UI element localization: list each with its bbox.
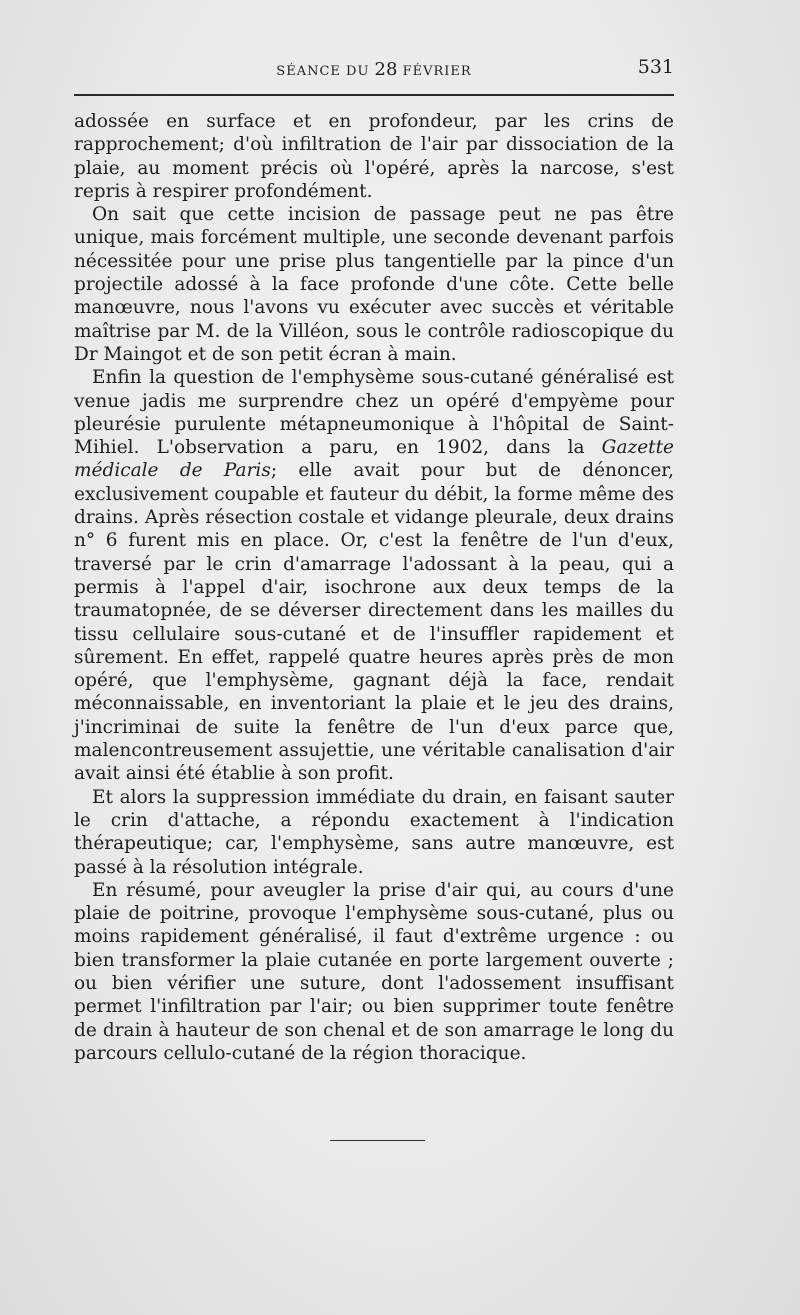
page-number: 531 (637, 56, 674, 78)
paragraph-3 (74, 366, 674, 785)
header-rule (74, 94, 674, 96)
running-title-date: 28 (374, 59, 398, 80)
paragraph-3-end: ; elle avait pour but de dénoncer, exclusivement coupable et fauteur du débit, la forme même des drains. Après résection costale et vidange pleurale, deux drains n° 6 furent mis en place. Or, c'est la fenêtre de l'un d'eux, traversé par le crin d'amarrage l'adossant à la peau, qui a permis à l'appel d'air, isochrone aux deux temps de la traumatopnée, de se déverser directement dans les mailles du tissu cellulaire sous-cutané et de l'insuffler rapidement et sûrement. En effet, rappelé quatre heures après près de mon opéré, que l'emphysème, gagnant déjà la face, rendait méconnaissable, en inventoriant la plaie et le jeu des drains, j'incriminai de suite la fenêtre de l'un d'eux parce que, malencontreusement assujettie, une véritable canalisation d'air avait ainsi été établie à son profit. (74, 460, 674, 785)
paragraph-5: En résumé, pour aveugler la prise d'air qui, au cours d'une plaie de poitrine, provoque l'emphysème sous-cutané, plus ou moins rapidement généralisé, il faut d'extrême urgence : ou bien transformer la plaie cutanée en porte largement ouverte ; ou bien vérifier une suture, dont l'adossement insuffisant permet l'infiltration par l'air; ou bien supprimer toute fenêtre de drain à hauteur de son chenal et de son amarrage le long du parcours cellulo-cutané de la région thoracique. (74, 879, 674, 1064)
paragraph-1: adossée en surface et en profondeur, par les crins de rapprochement; d'où infiltration de l'air par dissociation de la plaie, au moment précis où l'opéré, après la narcose, s'est repris à respirer profondément. (74, 111, 674, 202)
running-title-month: FÉVRIER (397, 64, 472, 79)
paragraph-3-start: Enfin la question de l'emphysème sous-cutané généralisé est venue jadis me surprendre chez un opéré d'empyème pour pleurésie purulente métapneumonique à l'hôpital de Saint-Mihiel. L'observation a paru, en 1902, dans la (74, 367, 674, 459)
body-text (74, 110, 674, 1065)
journal-title: Gazette médicale de Paris (74, 437, 674, 482)
running-title (74, 59, 674, 80)
paragraph-4: Et alors la suppression immédiate du drain, en faisant sauter le crin d'attache, a répondu exactement à l'indication thérapeutique; car, l'emphysème, sans autre manœuvre, est passé à la résolution intégrale. (74, 786, 674, 878)
running-title-pre: SÉANCE DU (276, 64, 375, 79)
running-head (74, 56, 674, 80)
end-rule (330, 1140, 425, 1141)
paragraph-2: On sait que cette incision de passage peut ne pas être unique, mais forcément multiple, une seconde devenant parfois nécessitée pour une prise plus tangentielle par la pince d'un projectile adossé à la face profonde d'une côte. Cette belle manœuvre, nous l'avons vu exécuter avec succès et véritable maîtrise par M. de la Villéon, sous le contrôle radioscopique du Dr Maingot et de son petit écran à main. (74, 204, 674, 365)
